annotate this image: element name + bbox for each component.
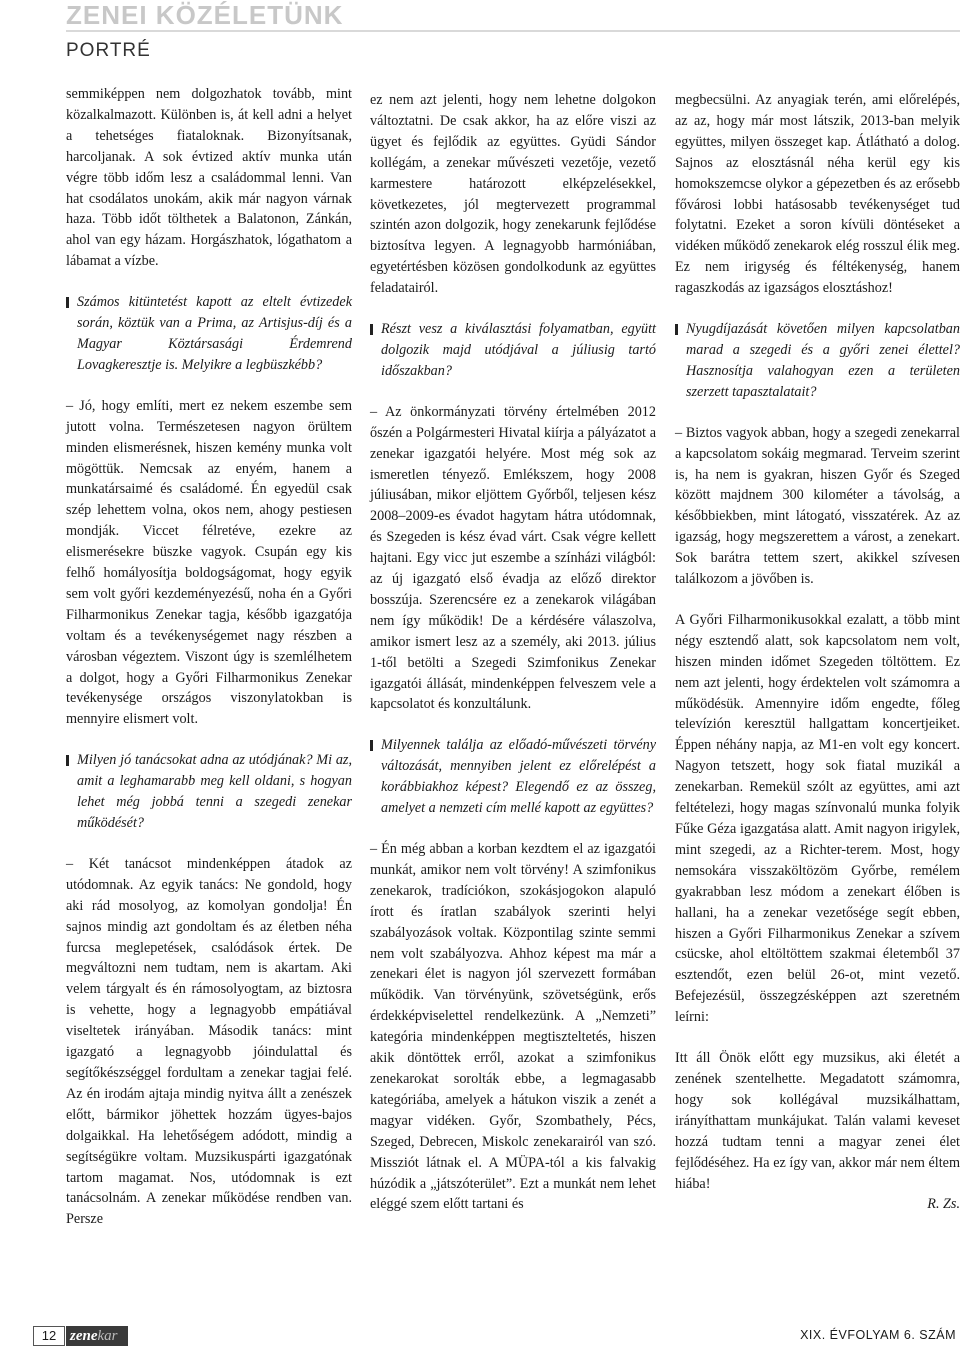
header bbox=[66, 0, 960, 30]
question-text: Milyen jó tanácsokat adna az utódjának? Mi az, amit a leghamarabb meg kell oldani, s hogyan lehet még jobbá tenni a szegedi zenekar működését? bbox=[77, 752, 352, 831]
subsection-title: PORTRÉ bbox=[66, 40, 151, 61]
paragraph-text: Itt áll Önök előtt egy muzsikus, aki életét a zenének szentelhette. Megadatott számomra, hogy sok kollégával muzsikálhattam, irányíthattam munkájukat. Talán valami keveset hozzá tudtam tenni a magyar zenei élet fejlődéséhez. Ha ez így van, akkor már nem éltem hiába! bbox=[675, 1050, 960, 1192]
paragraph-text: ez nem azt jelenti, hogy nem lehetne dolgokon változtatni. De csak akkor, ha az előre viszi az ügyet és fejlődik az együttes. Gyüdi Sándor kollégám, a zenekar művészeti vezetője, vezető karmestere határozott elképzelésekkel, következetes, jól megtervezett programmal szintén azon dolgozik, hogy zenekarunk fejlődése biztosítva legyen. A legnagyobb harmóniában, egyetértésben közösen gondolkodunk az együttes feladatairól. bbox=[370, 92, 656, 297]
article-column-1 bbox=[66, 84, 352, 1230]
paragraph-text: – Két tanácsot mindenképpen átadok az utódomnak. Az egyik tanács: Ne gondold, hogy aki rád mosolyog, az komolyan gondolja! Én sajnos mindig azt gondoltam és az életben néha furcsa meglepetések, csalódások értek. De megváltozni nem tudtam, nem is akartam. Aki velem tárgyalt és én rámosolyogtam, az biztosra is vehette, hogy a legnagyobb empátiával viseltetek irányában. Második tanács: mint igazgató a legnagyobb jóindulattal és segítőkészséggel fordultam a zenekar tagjai felé. Az én irodám ajtaja mindig nyitva állt a zenészek előtt, bármikor jöhettek hozzám ügyes-bajos dolgaikkal. Ha lehetőségem adódott, mindig a segítségükre voltam. Muzsikuspárti igazgatónak tartom magamat. Nos, utódomnak is ezt tanácsolnám. A zenekar működése rendben van. Persze bbox=[66, 855, 352, 1228]
body-paragraph bbox=[675, 423, 960, 590]
article-column-2 bbox=[370, 90, 656, 1215]
signature-text: R. Zs. bbox=[927, 1196, 960, 1213]
question-marker bbox=[370, 740, 373, 751]
body-paragraph bbox=[66, 84, 352, 272]
body-paragraph bbox=[66, 396, 352, 731]
question-text: Milyennek találja az előadó-művészeti törvény változását, mennyiben jelent ez előrelépést a korábbiakhoz képest? Elegendő ez az összeg, amelyet a nemzeti cím mellé kapott az együttes? bbox=[381, 737, 656, 817]
page-number: 12 bbox=[33, 1326, 65, 1346]
body-paragraph bbox=[370, 90, 656, 299]
paragraph-text: – Az önkormányzati törvény értelmében 2012 őszén a Polgármesteri Hivatal kiírja a pályázatot a zenekar igazgatói helyére. Most még sok az ismeretlen tényező. Emlékszem, hogy 2008 júliusában, mikor eljöttem Győrből, teljesen kész 2008–2009-es évadot hagytam hátra utódomnak, és Szegeden is kész évad várt. Csak végre kellett hajtani. Egy vicc jut eszembe a színházi világból: az új igazgató első évadja az előző direktor bosszúja. Szerencsére ez a zenekarok világában nem így működik! De a kérdésére válaszolva, amikor ismert lesz az a személy, aki 2013. július 1-től betölti a Szegedi Szimfonikus Zenekar igazgatói állását, mindenképpen felveszem vele a kapcsolatot és konzultálunk. bbox=[370, 403, 656, 713]
logo-text-main: zene bbox=[70, 1328, 98, 1344]
paragraph-text: semmiképpen nem dolgozhatok tovább, mint közalkalmazott. Különben is, át kell adni a helyet a tehetséges fiataloknak. Bizonyítsanak, harcoljanak. A sok évtized aktív munka után végre több időm lesz a családommal lenni. Van hat csodálatos unokám, akik már nagyon várnak haza. Több időt tölthetek a Balatonon, Zánkán, ahol van egy házam. Horgászhatok, lógathatom a lábamat a vízbe. bbox=[66, 86, 352, 270]
question-marker bbox=[66, 297, 69, 308]
issue-label: XIX. ÉVFOLYAM 6. SZÁM bbox=[800, 1328, 956, 1342]
paragraph-text: – Jó, hogy említi, mert ez nekem eszembe sem jutott volna. Természetesen nagyon örültem minden elismerésnek, hiszen kemény munka volt mögöttük. Nemcsak az enyém, hanem a munkatársaimé és családomé. Én egyedül csak szép lehettem volna, okos nem, ahogy pestiesen mondják. Viccet félretéve, ezekre az elismerésekre büszke vagyok. Csupán egy kis felhő homályosítja boldogságomat, hogy egyik sem volt győri kezdeményezésű, noha én a Győri Filharmonikus Zenekar tagja, később igazgatója voltam és a tevékenységemet nagy részben a városban végeztem. Viszont úgy is szemlélhetem a dolgot, hogy a Győri Filharmonikus Zenekar tevékenysége országos viszonylatokban is mennyire elismert volt. bbox=[66, 397, 352, 728]
question-text: Nyugdíjazását követően milyen kapcsolatban marad a szegedi és a győri zenei élettel? Hasznosítja valahogyan ezen a területen szerzett tapasztalatait? bbox=[686, 321, 960, 400]
body-paragraph bbox=[675, 610, 960, 1028]
question-text: Részt vesz a kiválasztási folyamatban, együtt dolgozik majd utódjával a júliusig tartó időszakban? bbox=[381, 321, 656, 379]
interview-question bbox=[370, 735, 656, 819]
interview-question bbox=[370, 319, 656, 382]
paragraph-text: – Biztos vagyok abban, hogy a szegedi zenekarral a kapcsolatom sokáig megmarad. Terveim szerint is, ha nem is gyakran, hiszen Győr és Szeged között majdnem 300 kilométer a távolság, a későbbiekben, mint látogató, visszatérek. Az az igazság, hogy megszerettem a várost, a zenekart. Sok barátra tettem szert, akikkel szívesen találkozom a jövőben is. bbox=[675, 424, 960, 588]
paragraph-text: megbecsülni. Az anyagiak terén, ami előrelépés, az az, hogy már most látszik, 2013-ban melyik együttes, milyen összeget kap. Átlátható a dolog. Sajnos az elosztásnál néha kerül egy kis homokszemcse olykor a gépezetben és az erősebb fővárosi lobbi hatásosabb tevékenységet tud folytatni. Ezeket a soron kívüli döntéseket a vidéken működő zenekarok elég rosszul élik meg. Ez nem irigység és féltékenység, hanem ragaszkodás az igazságos elosztáshoz! bbox=[675, 92, 960, 297]
body-paragraph bbox=[675, 90, 960, 299]
interview-question bbox=[675, 319, 960, 403]
article-column-3 bbox=[675, 90, 960, 1215]
interview-question bbox=[66, 292, 352, 376]
question-text: Számos kitüntetést kapott az eltelt évtizedek során, köztük van a Prima, az Artisjus-díj és a Magyar Köztársasági Érdemrend Lovagkeresztje is. Melyikre a legbüszkébb? bbox=[77, 294, 352, 373]
body-paragraph bbox=[66, 854, 352, 1230]
question-marker bbox=[66, 755, 69, 766]
paragraph-text: – Én még abban a korban kezdtem el az igazgatói munkát, amikor nem volt törvény! A szimfonikus zenekarok, tradíciókon, szokásjogokon alapuló írott és íratlan szabályok szerinti helyi szabályozások voltak. Központilag szinte semmi nem volt szabályozva. Ahhoz képest ma már a zenekari élet is nagyon jól szervezett formában működik. Van törvényünk, szövetségünk, erős érdekképviselettel rendelkezünk. A „Nemzeti” kategória mindenképpen megtiszteltetés, hiszen akik döntöttek erről, azokat a szimfonikus zenekarokat sorolták ebbe, a legmagasabb kategóriába, amelyek a hátukon viszik a zenét a magyar vidéken. Győr, Szombathely, Pécs, Szeged, Debrecen, Miskolc zenekarairól van szó. Missziót látnak el. A MÜPA-tól a kis falvakig húzódik a „játszóterület”. Ezt a munkát nem lehet eléggé szem előtt tartani és bbox=[370, 841, 656, 1213]
header-divider bbox=[66, 30, 960, 32]
footer bbox=[0, 1320, 960, 1350]
section-title: ZENEI KÖZÉLETÜNK bbox=[66, 0, 344, 30]
paragraph-text: A Győri Filharmonikusokkal ezalatt, a több mint négy esztendő alatt, sok kapcsolatom nem volt, hiszen minden időmet Szegeden töltöttem. Ez nem azt jelenti, hogy érdektelen volt számomra a működésük. Amennyire időm engedte, főleg televízión keresztül hallgattam koncertjeiket. Éppen néhány napja, az M1-en volt egy koncert. Nagyon tetszett, hogy sok fiatal muzikál a zenekarban. Remekül szólt az együttes, ami azt feltételezi, hogy magas színvonalú munka folyik Fűke Géza igazgatása alatt. Amit nagyon irigylek, mint szegedi, az a Richter-terem. Most, hogy nemsokára visszaköltözöm Győrbe, remélem gyakrabban lesz módom a zenekart élőben is hallani, ha a zenekar vezetősége segít ebben, hiszen a Győri Filharmonikus Zenekar a szívem csücske, ahol eltöltöttem szakmai életemből 37 esztendőt, ezen belül 26-ot, mint vezető. Befejezésül, összegzésképpen azt szeretném leírni: bbox=[675, 611, 960, 1026]
body-paragraph bbox=[675, 1048, 960, 1194]
body-paragraph bbox=[370, 839, 656, 1215]
interview-question bbox=[66, 750, 352, 834]
magazine-logo bbox=[66, 1326, 128, 1346]
logo-text-accent: kar bbox=[97, 1328, 118, 1344]
question-marker bbox=[675, 324, 678, 335]
question-marker bbox=[370, 324, 373, 335]
body-paragraph bbox=[370, 402, 656, 716]
author-signature bbox=[675, 1194, 960, 1215]
